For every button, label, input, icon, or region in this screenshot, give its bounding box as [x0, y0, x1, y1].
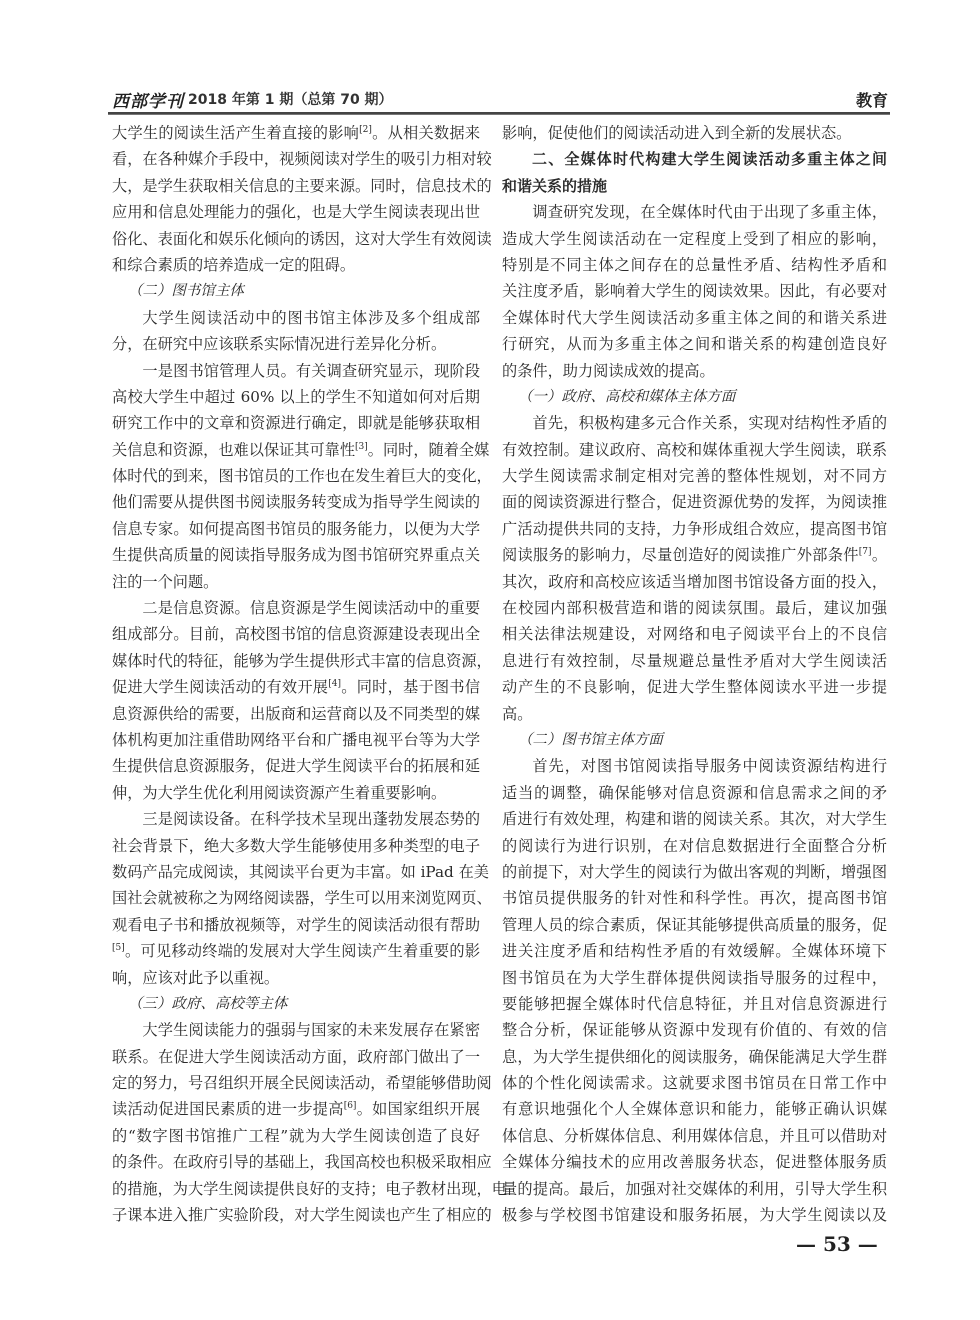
text-line: 动产生的不良影响，促进大学生整体阅读水平进一步提	[502, 678, 887, 697]
text-line: 体的个性化阅读需求。这就要求图书馆员在日常工作中	[502, 1074, 887, 1093]
text-line: 大学生的阅读生活产生着直接的影响[2]。从相关数据来	[112, 124, 481, 142]
citation-marker: [4]	[328, 679, 341, 690]
subsection-heading	[112, 991, 480, 1017]
text-line: 全媒体分编技术的应用改善服务状态，促进整体服务质	[502, 1153, 887, 1172]
text-line: 生提供高质量的阅读指导服务成为图书馆研究界重点关	[112, 546, 480, 565]
text-line: 体机构更加注重借助网络平台和广播电视平台等为大学	[112, 730, 480, 749]
paragraph	[112, 1017, 507, 1228]
text-line: 二是信息资源。信息资源是学生阅读活动中的重要	[142, 599, 480, 618]
text-line: [5]。可见移动终端的发展对大学生阅读产生着重要的影	[112, 942, 480, 961]
text-line: 联系。在促进大学生阅读活动方面，政府部门做出了一	[112, 1047, 480, 1066]
right-column	[502, 120, 887, 1228]
text-line: 息进行有效控制，尽量规避总量性矛盾对大学生阅读活	[502, 651, 887, 670]
text-line: 的前提下，对大学生的阅读行为做出客观的判断，增强图	[502, 862, 887, 881]
section-label: 教育	[855, 91, 888, 110]
running-header	[108, 86, 890, 112]
text-line: 研究工作中的文章和资源进行确定，即就是能够获取相	[112, 414, 480, 433]
text-line: 相关法律法规建设，对网络和电子阅读平台上的不良信	[502, 625, 887, 644]
text-line: 整合分析，保证能够从资源中发现有价值的、有效的信	[502, 1021, 887, 1040]
citation-marker: [7]	[858, 547, 872, 558]
paragraph	[112, 120, 492, 278]
paragraph	[112, 305, 480, 358]
paragraph	[502, 410, 887, 727]
text-line: 生提供信息资源服务，促进大学生阅读平台的拓展和延	[112, 757, 480, 776]
text-line: 分，在研究中应该联系实际情况进行差异化分析。	[112, 335, 447, 354]
section-heading	[502, 146, 887, 199]
text-line: 调查研究发现，在全媒体时代由于出现了多重主体，	[532, 203, 887, 222]
text-line: 在校园内部积极营造和谐的阅读氛围。最后，建议加强	[502, 599, 887, 618]
text-line: 伸，为大学生优化利用阅读资源产生着重要影响。	[112, 783, 447, 802]
text-line: 数码产品完成阅读，其阅读平台更为丰富。如 iPad 在美	[112, 862, 489, 881]
text-line: 广活动提供共同的支持，力争形成组合效应，提高图书馆	[502, 519, 887, 538]
text-line: 的措施，为大学生阅读提供良好的支持；电子教材出现，电	[112, 1179, 507, 1198]
text-line: 和综合素质的培养造成一定的阻碍。	[112, 255, 355, 274]
text-line: 大，是学生获取相关信息的主要来源。同时，信息技术的	[112, 176, 492, 195]
text-line: 高。	[502, 704, 533, 723]
subsection-heading	[502, 727, 887, 753]
text-line: 影响，促使他们的阅读活动进入到全新的发展状态。	[502, 124, 852, 142]
text-line: 社会背景下，绝大多数大学生能够使用多种类型的电子	[112, 836, 480, 855]
text-line: 的“数字图书馆推广工程”就为大学生阅读创造了良好	[112, 1126, 480, 1145]
text-line: 大学生阅读能力的强弱与国家的未来发展存在紧密	[142, 1021, 480, 1040]
citation-marker: [3]	[355, 441, 368, 452]
text-line: 注的一个问题。	[112, 572, 219, 591]
text-line: 适当的调整，确保能够对信息资源和信息需求之间的矛	[502, 783, 887, 802]
paragraph	[112, 595, 492, 806]
text-line: 进关注度矛盾和结构性矛盾的有效缓解。全媒体环境下	[502, 942, 887, 961]
text-line: 的条件。在政府引导的基础上，我国高校也积极采取相应	[112, 1153, 492, 1172]
text-line: 三是阅读设备。在科学技术呈现出蓬勃发展态势的	[142, 810, 480, 829]
text-line: 极参与学校图书馆建设和服务拓展，为大学生阅读以及	[502, 1206, 887, 1225]
citation-marker: [6]	[343, 1101, 357, 1112]
paragraph	[502, 120, 887, 146]
text-line: 体时代的到来，图书馆员的工作也在发生着巨大的变化，	[112, 467, 492, 486]
text-line: 盾进行有效处理，构建和谐的阅读关系。其次，对大学生	[502, 810, 887, 829]
text-line: 组成部分。目前，高校图书馆的信息资源建设表现出全	[112, 625, 480, 644]
text-line: 造成大学生阅读活动在一定程度上受到了相应的影响，	[502, 229, 887, 248]
text-line: 高校大学生中超过 60% 以上的学生不知道如何对后期	[112, 387, 480, 406]
text-line: 国社会就被称之为网络阅读器，学生可以用来浏览网页、	[112, 889, 492, 908]
text-line: 他们需要从提供图书阅读服务转变成为指导学生阅读的	[112, 493, 480, 512]
text-line: 阅读服务的影响力，尽量创造好的阅读推广外部条件[7]。	[502, 546, 888, 565]
text-line: 行研究，从而为多重主体之间和谐关系的构建创造良好	[502, 335, 887, 354]
text-line: 面的阅读资源进行整合，促进资源优势的发挥，为阅读推	[502, 493, 887, 512]
paragraph	[502, 199, 887, 384]
text-line: 其次，政府和高校应该适当增加图书馆设备方面的投入，	[502, 572, 887, 591]
text-line: 量的提高。最后，加强对社交媒体的利用，引导大学生积	[502, 1179, 887, 1198]
text-line: 俗化、表面化和娱乐化倾向的诱因，这对大学生有效阅读	[112, 229, 492, 248]
subsection-heading	[112, 278, 480, 304]
text-line: 息资源供给的需要，出版商和运营商以及不同类型的媒	[112, 704, 480, 723]
page-number: — 53 —	[796, 1232, 878, 1256]
text-line: 首先，对图书馆阅读指导服务中阅读资源结构进行	[532, 757, 887, 776]
left-column	[112, 120, 507, 1228]
text-line: 关信息和资源，也难以保证其可靠性[3]。同时，随着全媒	[112, 440, 490, 459]
subsection-heading	[502, 384, 887, 410]
text-line: 看，在各种媒介手段中，视频阅读对学生的吸引力相对较	[112, 150, 492, 169]
text-line: 应用和信息处理能力的强化，也是大学生阅读表现出世	[112, 203, 480, 222]
text-line: 子课本进入推广实验阶段，对大学生阅读也产生了相应的	[112, 1206, 492, 1225]
text-line: （三）政府、高校等主体	[127, 995, 288, 1012]
text-line: 大学生阅读活动中的图书馆主体涉及多个组成部	[142, 308, 480, 327]
journal-logo: 西部学刊	[112, 92, 184, 112]
issue-info: 2018 年第 1 期（总第 70 期）	[188, 92, 393, 108]
text-line: 读活动促进国民素质的进一步提高[6]。如国家组织开展	[112, 1100, 481, 1119]
paragraph	[112, 358, 492, 596]
paragraph	[502, 753, 887, 1228]
text-line: 有效控制。建议政府、高校和媒体重视大学生阅读，联系	[502, 440, 887, 459]
text-line: 响，应该对此予以重视。	[112, 968, 280, 987]
text-line: 特别是不同主体之间存在的总量性矛盾、结构性矛盾和	[502, 255, 887, 274]
citation-marker: [5]	[112, 943, 125, 954]
citation-marker: [2]	[359, 125, 372, 135]
paragraph	[112, 806, 492, 991]
text-line: 媒体时代的特征，能够为学生提供形式丰富的信息资源，	[112, 651, 492, 670]
text-line: 促进大学生阅读活动的有效开展[4]。同时，基于图书信	[112, 678, 481, 697]
text-line: 的阅读行为进行识别，在对信息数据进行全面整合分析	[502, 836, 887, 855]
text-line: 首先，积极构建多元合作关系，实现对结构性矛盾的	[532, 414, 887, 433]
text-line: 息，为大学生提供细化的阅读服务，确保能满足大学生群	[502, 1047, 887, 1066]
text-line: 关注度矛盾，影响着大学生的阅读效果。因此，有必要对	[502, 282, 887, 301]
text-line: 大学生阅读需求制定相对完善的整体性规划，对不同方	[502, 467, 887, 486]
text-line: （二）图书馆主体	[127, 283, 244, 300]
text-line: 要能够把握全媒体时代信息特征，并且对信息资源进行	[502, 994, 887, 1013]
text-line: 管理人员的综合素质，保证其能够提供高质量的服务，促	[502, 915, 887, 934]
text-line: 信息专家。如何提高图书馆员的服务能力，以便为大学	[112, 519, 480, 538]
text-line: 定的努力，号召组织开展全民阅读活动，希望能够借助阅	[112, 1074, 492, 1093]
text-line: 和谐关系的措施	[502, 176, 608, 195]
text-line: （二）图书馆主体方面	[517, 731, 663, 748]
header-rule	[108, 112, 890, 115]
text-line: 有意识地强化个人全媒体意识和能力，能够正确认识媒	[502, 1100, 887, 1119]
text-line: 一是图书馆管理人员。有关调查研究显示，现阶段	[142, 361, 480, 380]
text-line: （一）政府、高校和媒体主体方面	[517, 388, 736, 405]
text-line: 观看电子书和播放视频等，对学生的阅读活动很有帮助	[112, 915, 480, 934]
text-line: 体信息、分析媒体信息、利用媒体信息，并且可以借助对	[502, 1126, 887, 1145]
text-line: 的条件，助力阅读成效的提高。	[502, 361, 715, 380]
text-line: 图书馆员在为大学生群体提供阅读指导服务的过程中，	[502, 968, 887, 987]
text-line: 全媒体时代大学生阅读活动多重主体之间的和谐关系进	[502, 308, 887, 327]
text-line: 书馆员提供服务的针对性和科学性。再次，提高图书馆	[502, 889, 887, 908]
text-line: 二、全媒体时代构建大学生阅读活动多重主体之间	[532, 150, 887, 169]
